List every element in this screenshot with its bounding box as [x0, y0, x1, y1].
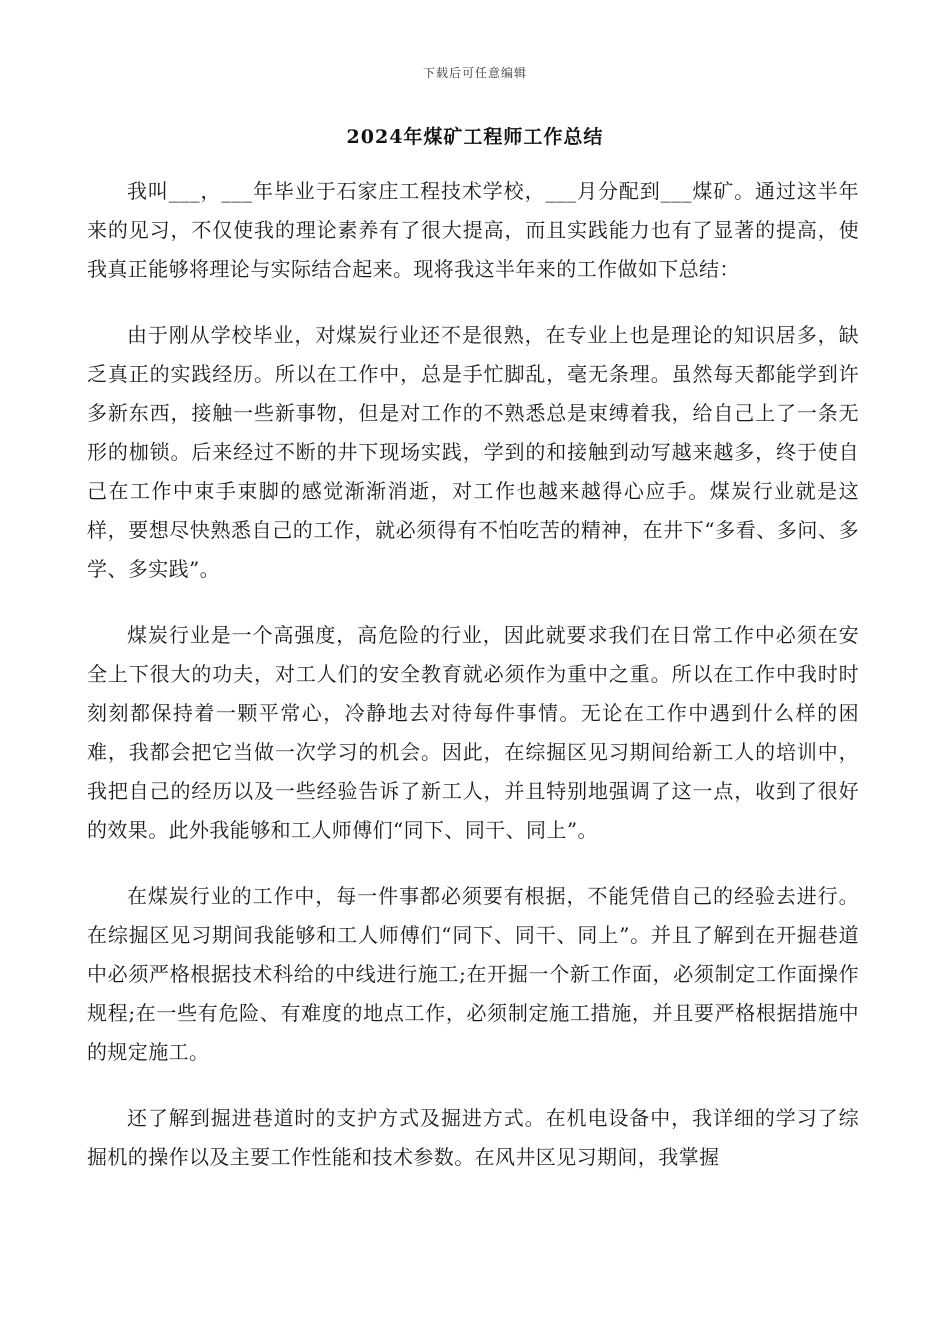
header-note: 下载后可任意编辑: [422, 66, 527, 80]
document-body: [87, 172, 859, 1204]
paragraph-intro: 我叫___，___年毕业于石家庄工程技术学校，___月分配到___煤矿。通过这半年来的见习，不仅使我的理论素养有了很大提高，而且实践能力也有了显著的提高，使我真正能够将理论与实际结合起来。现将我这半年来的工作做如下总结：: [87, 179, 859, 281]
paragraph-procedures: 在煤炭行业的工作中，每一件事都必须要有根据，不能凭借自己的经验去进行。在综掘区见习期间我能够和工人师傅们“同下、同干、同上”。并且了解到在开掘巷道中必须严格根据技术科给的中线进行施工;在开掘一个新工作面，必须制定工作面操作规程;在一些有危险、有难度的地点工作，必须制定施工措施，并且要严格根据措施中的规定施工。: [87, 884, 859, 1064]
paragraph-equipment: 还了解到掘进巷道时的支护方式及掘进方式。在机电设备中，我详细的学习了综掘机的操作以及主要工作性能和技术参数。在风井区见习期间，我掌握: [87, 1106, 859, 1169]
paragraph-safety: 煤炭行业是一个高强度，高危险的行业，因此就要求我们在日常工作中必须在安全上下很大的功夫，对工人们的安全教育就必须作为重中之重。所以在工作中我时时刻刻都保持着一颗平常心，冷静地去对待每件事情。无论在工作中遇到什么样的困难，我都会把它当做一次学习的机会。因此，在综掘区见习期间给新工人的培训中，我把自己的经历以及一些经验告诉了新工人，并且特别地强调了这一点，收到了很好的效果。此外我能够和工人师傅们“同下、同干、同上”。: [87, 623, 859, 842]
document-title: 2024年煤矿工程师工作总结: [346, 126, 604, 148]
paragraph-early-experience: 由于刚从学校毕业，对煤炭行业还不是很熟，在专业上也是理论的知识居多，缺乏真正的实践经历。所以在工作中，总是手忙脚乱，毫无条理。虽然每天都能学到许多新东西，接触一些新事物，但是对工作的不熟悉总是束缚着我，给自己上了一条无形的枷锁。后来经过不断的井下现场实践，学到的和接触到动写越来越多，终于使自己在工作中束手束脚的感觉渐渐消逝，对工作也越来越得心应手。煤炭行业就是这样，要想尽快熟悉自己的工作，就必须得有不怕吃苦的精神，在井下“多看、多问、多学、多实践”。: [87, 323, 859, 581]
